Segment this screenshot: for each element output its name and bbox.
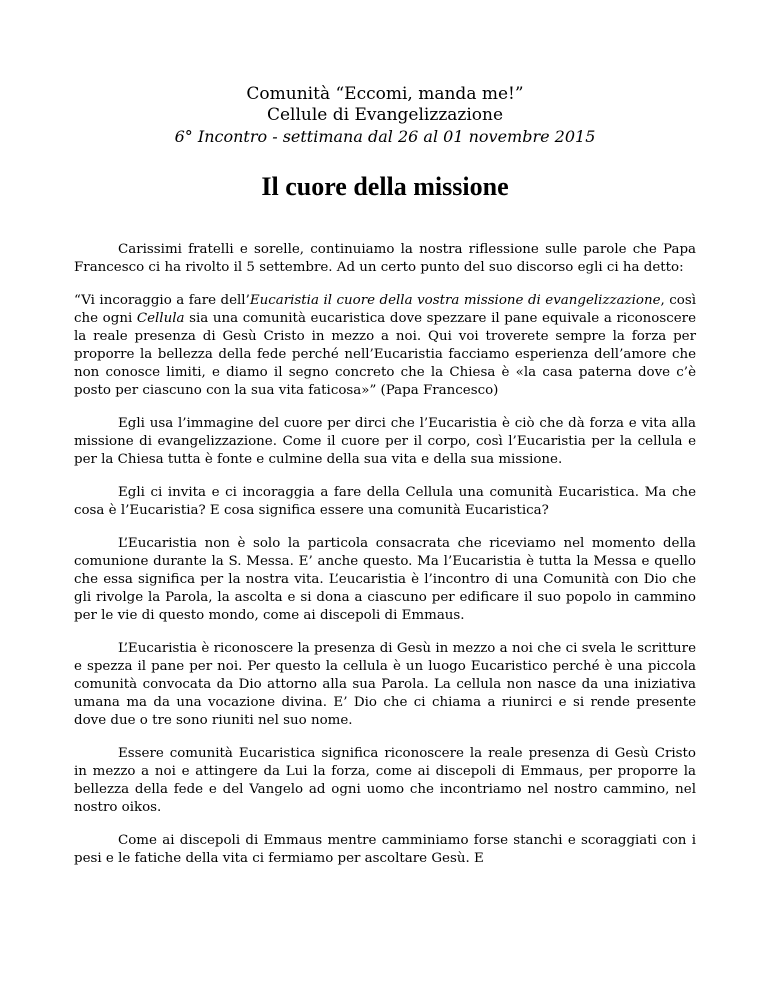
quote-text: “Vi incoraggio a fare dell’ bbox=[74, 293, 250, 308]
quote-emphasis: Cellula bbox=[136, 311, 185, 326]
quote-text: , così che ogni bbox=[74, 293, 696, 326]
quote-emphasis: Eucaristia il cuore della vostra missione di evangelizzazione bbox=[249, 293, 661, 308]
document-page bbox=[74, 84, 696, 883]
paragraph-heart: Egli usa l’immagine del cuore per dirci che l’Eucaristia è ciò che dà forza e vita alla missione di evangelizzazione. Come il cuore per il corpo, così l’Eucaristia per la cellula e per la Chiesa tutta è fonte e culmine della sua vita e della sua missione. bbox=[74, 416, 696, 467]
document-header bbox=[74, 84, 696, 147]
paragraph-emmaus: Come ai discepoli di Emmaus mentre camminiamo forse stanchi e scoraggiati con i pesi e le fatiche della vita ci fermiamo per ascoltare Gesù. E bbox=[74, 833, 696, 866]
cells-subtitle: Cellule di Evangelizzazione bbox=[266, 105, 504, 125]
quote-text: sia una comunità eucaristica dove spezzare il pane equivale a riconoscere la reale presenza di Gesù Cristo in mezzo a noi. Qui voi troverete sempre la forza per proporre la bellezza della fede perché nell’Eucaristia facciamo esperienza dell’amore che non conosce limiti, e diamo il segno concreto che la Chiesa è «la casa paterna dove c’è posto per ciascuno con la sua vita faticosa»” (Papa Francesco) bbox=[74, 311, 696, 398]
paragraph-community: Essere comunità Eucaristica significa riconoscere la reale presenza di Gesù Cristo in mezzo a noi e attingere da Lui la forza, come ai discepoli di Emmaus, per proporre la bellezza della fede e del Vangelo ad ogni uomo che incontriamo nel nostro cammino, nel nostro oikos. bbox=[74, 746, 696, 815]
paragraph-intro: Carissimi fratelli e sorelle, continuiamo la nostra riflessione sulle parole che Papa Francesco ci ha rivolto il 5 settembre. Ad un certo punto del suo discorso egli ci ha detto: bbox=[74, 242, 696, 275]
community-name: Comunità “Eccomi, manda me!” bbox=[246, 84, 524, 104]
paragraph-eucharist: L’Eucaristia non è solo la particola consacrata che riceviamo nel momento della comunione durante la S. Messa. E’ anche questo. Ma l’Eucaristia è tutta la Messa e quello che essa significa per la nostra vita. L’eucaristia è l’incontro di una Comunità con Dio che gli rivolge la Parola, la ascolta e si dona a ciascuno per edificare il suo popolo in cammino per le vie di questo mondo, come ai discepoli di Emmaus. bbox=[74, 536, 696, 623]
document-body bbox=[74, 241, 696, 868]
paragraph-quote bbox=[74, 292, 696, 400]
paragraph-presence: L’Eucaristia è riconoscere la presenza di Gesù in mezzo a noi che ci svela le scritture e spezza il pane per noi. Per questo la cellula è un luogo Eucaristico perché è una piccola comunità convocata da Dio attorno alla sua Parola. La cellula non nasce da una iniziativa umana ma da una vocazione divina. E’ Dio che ci chiama a riunirci e si rende presente dove due o tre sono riuniti nel suo nome. bbox=[74, 641, 696, 728]
document-title: Il cuore della missione bbox=[261, 172, 509, 201]
meeting-info: 6° Incontro - settimana dal 26 al 01 novembre 2015 bbox=[174, 127, 596, 146]
paragraph-invitation: Egli ci invita e ci incoraggia a fare della Cellula una comunità Eucaristica. Ma che cosa è l’Eucaristia? E cosa significa essere una comunità Eucaristica? bbox=[74, 485, 696, 518]
